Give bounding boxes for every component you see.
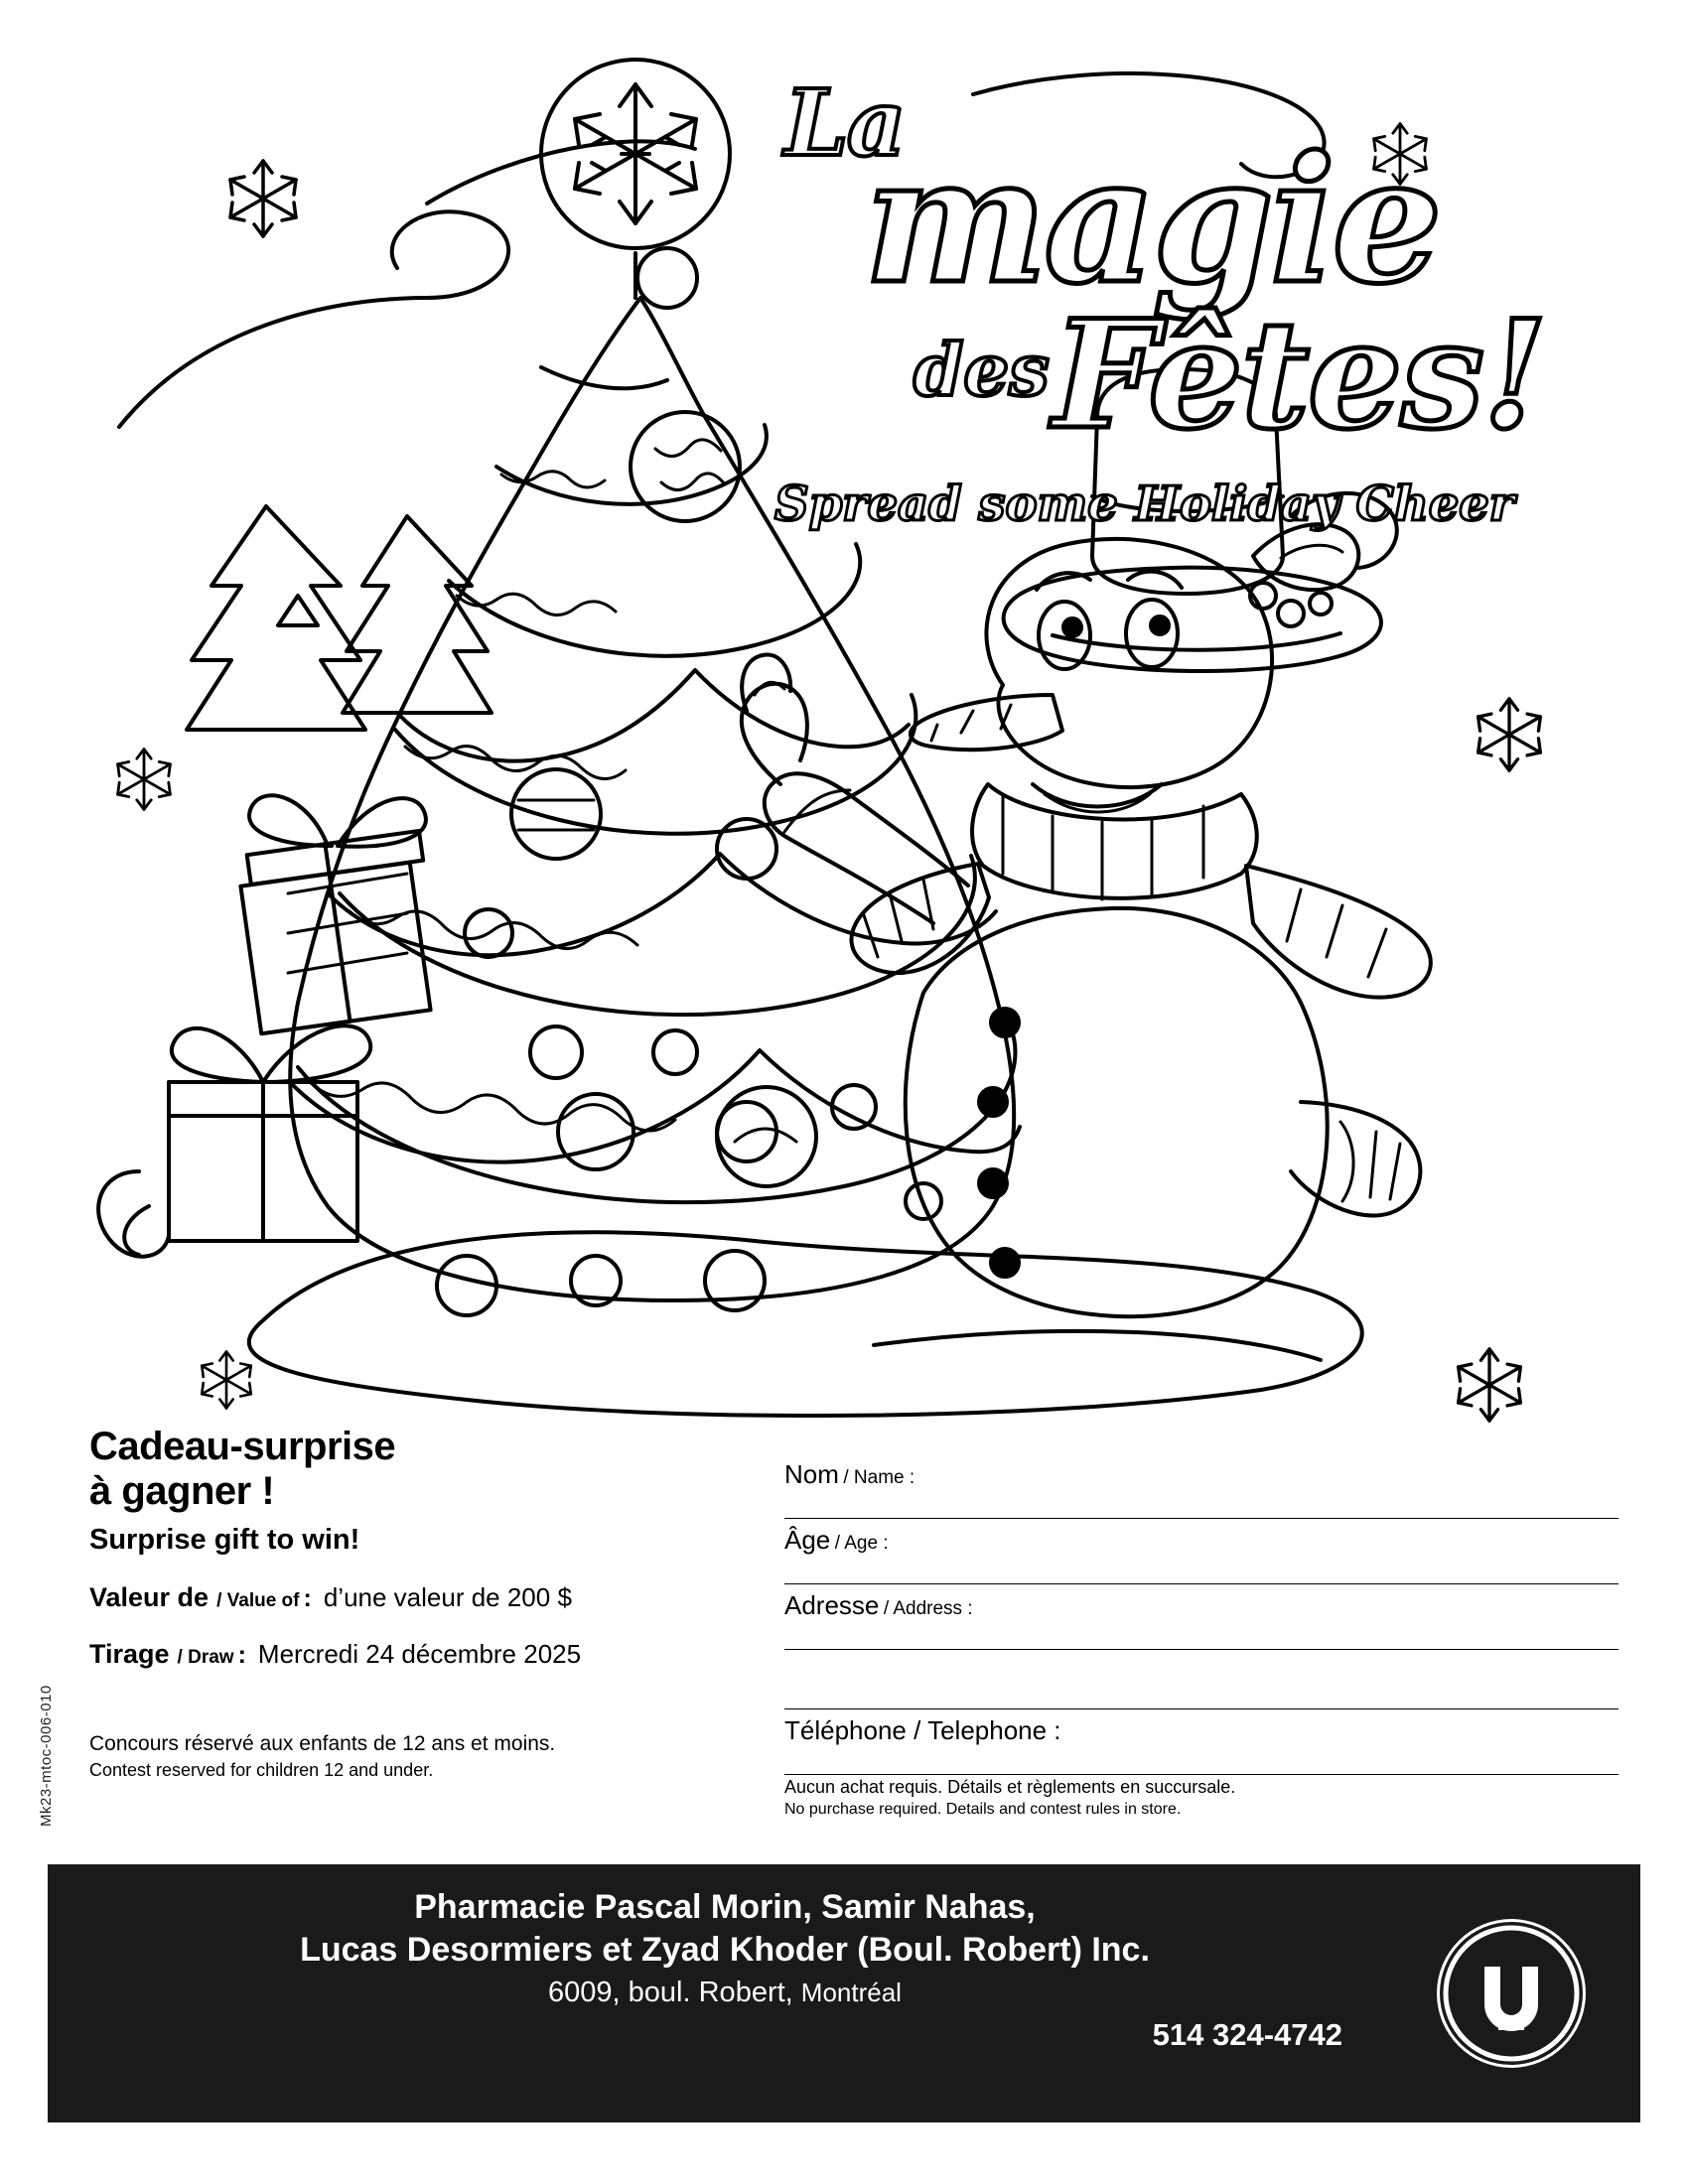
- eligibility-rules: [89, 1732, 705, 1781]
- contest-note-fr: Aucun achat requis. Détails et règlements en succursale.: [784, 1777, 1236, 1797]
- form-field-nom[interactable]: [784, 1459, 1618, 1525]
- eligibility-rules-fr: Concours réservé aux enfants de 12 ans et moins.: [89, 1732, 556, 1755]
- offer-draw-row: [89, 1639, 725, 1670]
- form-field-adresse[interactable]: [784, 1590, 1618, 1656]
- contest-note-en: No purchase required. Details and contest rules in store.: [784, 1801, 1182, 1818]
- document-code: Mk23-mtoc-006-010: [38, 1685, 55, 1827]
- form-line-age[interactable]: [784, 1583, 1618, 1584]
- offer-headline: [89, 1425, 725, 1514]
- footer-address-number: 6009, boul. Robert,: [548, 1977, 793, 2008]
- footer-store-info: [48, 1886, 1402, 2053]
- draw-colon: :: [237, 1640, 246, 1669]
- form-label-nom-en: / Name :: [843, 1467, 915, 1488]
- form-label-nom-fr: Nom: [784, 1459, 839, 1489]
- draw-text: Mercredi 24 décembre 2025: [257, 1638, 582, 1669]
- form-label-adresse-fr: Adresse: [784, 1590, 880, 1620]
- footer-address: [48, 1977, 1402, 2009]
- offer-block: [89, 1425, 725, 1670]
- offer-subhead: Surprise gift to win!: [89, 1523, 360, 1556]
- form-label-adresse-en: / Address :: [883, 1598, 973, 1619]
- title-word-fetes: Fêtes!: [1053, 288, 1546, 463]
- draw-label-fr: Tirage: [89, 1638, 170, 1669]
- offer-value-row: [89, 1582, 725, 1613]
- form-field-age[interactable]: [784, 1525, 1618, 1590]
- form-label-telephone: Téléphone / Telephone :: [784, 1715, 1061, 1745]
- value-label-fr: Valeur de: [89, 1581, 210, 1612]
- offer-headline-line2: à gagner !: [89, 1468, 275, 1513]
- title-tagline: Spread some Holiday Cheer: [774, 477, 1515, 532]
- footer-banner: [48, 1864, 1640, 2122]
- eligibility-rules-en: Contest reserved for children 12 and under.: [89, 1760, 434, 1780]
- value-label-en: / Value of: [216, 1589, 300, 1611]
- footer-line2: Lucas Desormiers et Zyad Khoder (Boul. Robert) Inc.: [300, 1930, 1150, 1969]
- footer-line1: Pharmacie Pascal Morin, Samir Nahas,: [414, 1888, 1036, 1926]
- form-line-telephone[interactable]: [784, 1774, 1618, 1775]
- value-text: d’une valeur de 200 $: [323, 1581, 572, 1612]
- uniprix-logo-icon: [1437, 1919, 1586, 2068]
- form-label-age-fr: Âge: [784, 1525, 831, 1555]
- entry-form: [784, 1459, 1618, 1781]
- value-colon: :: [303, 1583, 312, 1612]
- form-line-adresse2[interactable]: [784, 1708, 1618, 1709]
- title-word-la: La: [784, 69, 905, 177]
- form-field-adresse-line2[interactable]: [784, 1656, 1618, 1715]
- title-word-des: des: [914, 328, 1050, 412]
- form-field-telephone[interactable]: [784, 1715, 1618, 1781]
- footer-address-city: Montréal: [800, 1978, 902, 2007]
- offer-headline-line1: Cadeau-surprise: [89, 1425, 396, 1468]
- draw-label-en: / Draw: [177, 1646, 234, 1668]
- contest-note: [784, 1777, 1618, 1819]
- title-word-magie: magie: [864, 119, 1439, 323]
- form-line-adresse[interactable]: [784, 1649, 1618, 1650]
- form-label-age-en: / Age :: [834, 1533, 889, 1554]
- form-line-nom[interactable]: [784, 1518, 1618, 1519]
- footer-phone: 514 324-4742: [1152, 2017, 1342, 2052]
